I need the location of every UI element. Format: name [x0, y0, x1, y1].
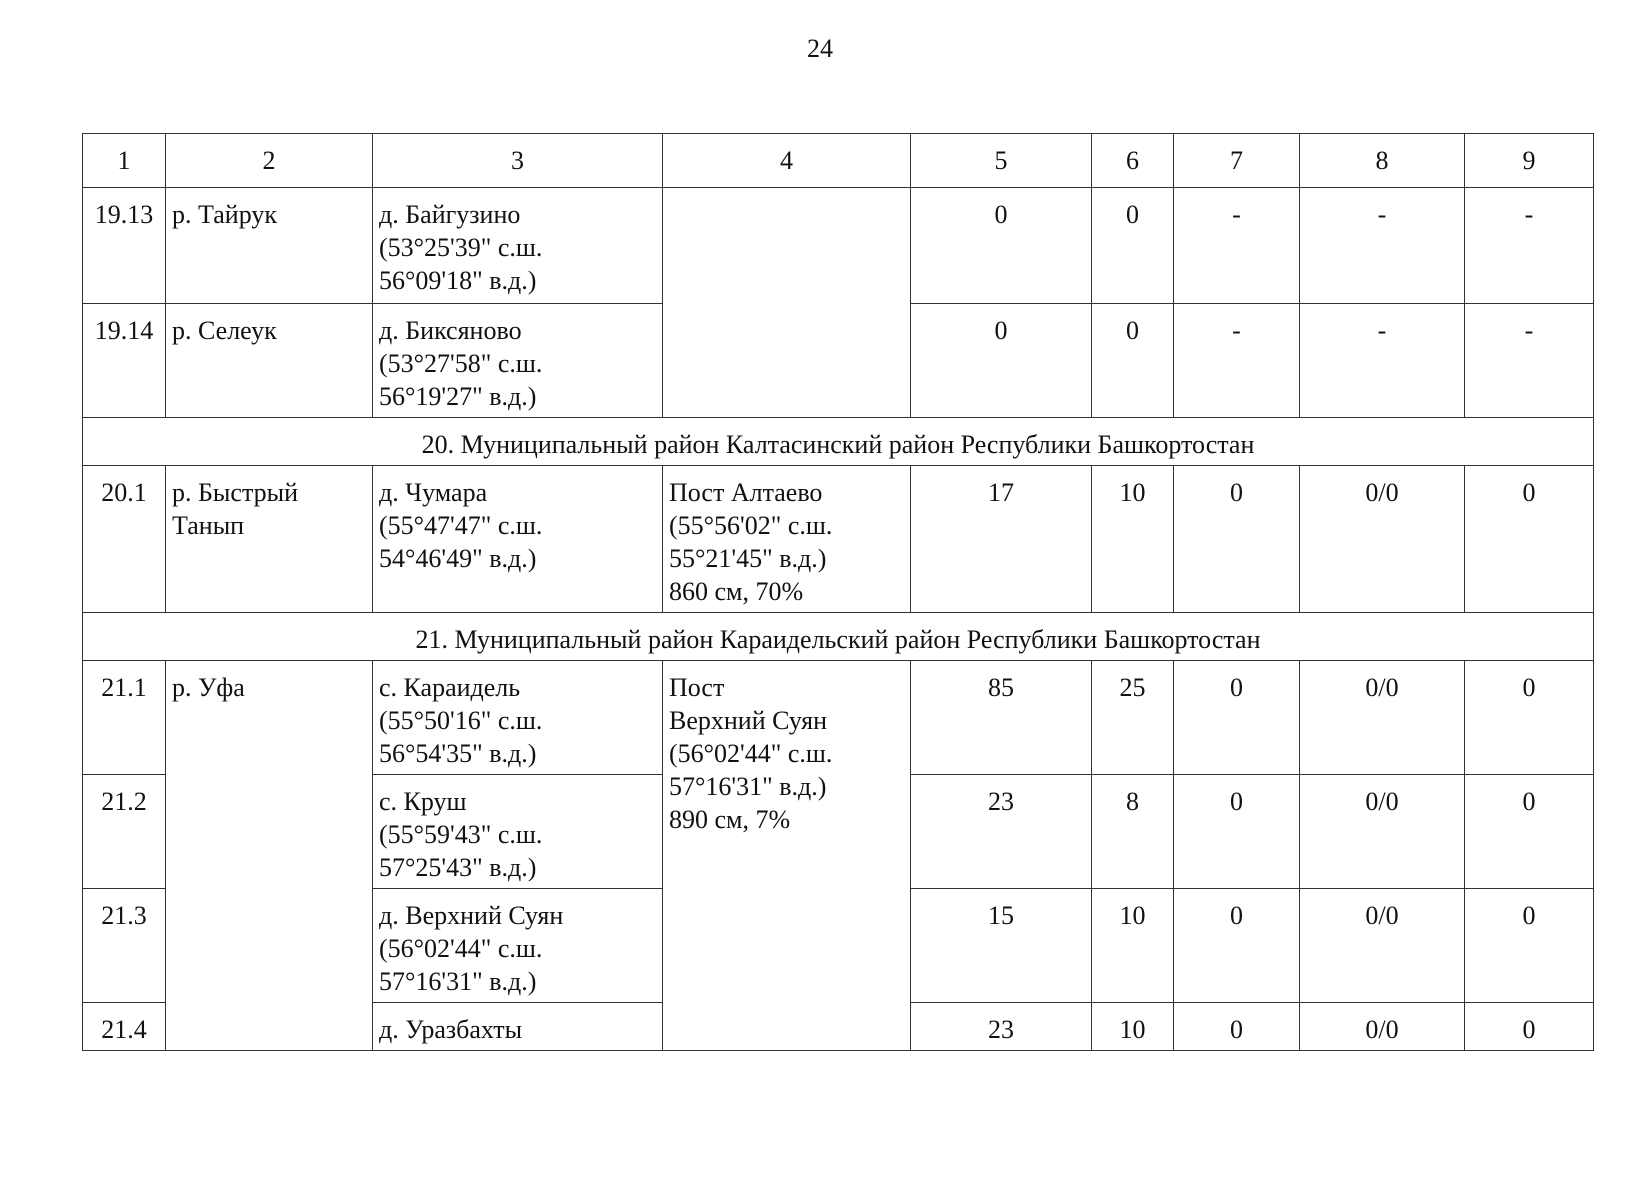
column-header: 2	[166, 134, 373, 188]
value-col-6: 10	[1092, 1003, 1174, 1051]
value-col-6: 0	[1092, 188, 1174, 304]
value-col-9: 0	[1465, 1003, 1594, 1051]
value-col-7: -	[1174, 188, 1300, 304]
value-col-8: -	[1300, 188, 1465, 304]
value-col-8: 0/0	[1300, 775, 1465, 889]
value-col-8: -	[1300, 304, 1465, 418]
column-header: 9	[1465, 134, 1594, 188]
settlement-cell: с. Караидель (55°50'16" с.ш. 56°54'35" в.д.)	[373, 661, 663, 775]
value-col-5: 15	[911, 889, 1092, 1003]
value-col-8: 0/0	[1300, 889, 1465, 1003]
settlement-cell: д. Биксяново (53°27'58" с.ш. 56°19'27" в.д.)	[373, 304, 663, 418]
column-header: 1	[83, 134, 166, 188]
river-name: р. Быстрый Танып	[166, 466, 373, 613]
value-col-7: 0	[1174, 661, 1300, 775]
value-col-7: 0	[1174, 466, 1300, 613]
settlement-cell: д. Байгузино (53°25'39" с.ш. 56°09'18" в.д.)	[373, 188, 663, 304]
value-col-6: 10	[1092, 466, 1174, 613]
column-header: 4	[663, 134, 911, 188]
value-col-8: 0/0	[1300, 661, 1465, 775]
row-number: 21.3	[83, 889, 166, 1003]
page-number: 24	[807, 34, 833, 63]
settlement-cell: д. Верхний Суян (56°02'44" с.ш. 57°16'31" в.д.)	[373, 889, 663, 1003]
value-col-6: 0	[1092, 304, 1174, 418]
data-table	[82, 133, 1594, 1051]
section-title: 21. Муниципальный район Караидельский район Республики Башкортостан	[83, 613, 1594, 661]
value-col-9: 0	[1465, 775, 1594, 889]
value-col-8: 0/0	[1300, 466, 1465, 613]
post-cell: Пост Верхний Суян (56°02'44" с.ш. 57°16'31" в.д.) 890 см, 7%	[663, 661, 911, 1051]
table-row	[83, 188, 1594, 304]
post-cell: Пост Алтаево (55°56'02" с.ш. 55°21'45" в.д.) 860 см, 70%	[663, 466, 911, 613]
value-col-6: 10	[1092, 889, 1174, 1003]
settlement-cell: с. Круш (55°59'43" с.ш. 57°25'43" в.д.)	[373, 775, 663, 889]
column-header: 3	[373, 134, 663, 188]
value-col-9: 0	[1465, 466, 1594, 613]
row-number: 19.13	[83, 188, 166, 304]
section-row	[83, 418, 1594, 466]
table-row	[83, 466, 1594, 613]
section-title: 20. Муниципальный район Калтасинский район Республики Башкортостан	[83, 418, 1594, 466]
value-col-5: 23	[911, 775, 1092, 889]
river-name: р. Уфа	[166, 661, 373, 1051]
value-col-6: 8	[1092, 775, 1174, 889]
column-header: 7	[1174, 134, 1300, 188]
value-col-8: 0/0	[1300, 1003, 1465, 1051]
value-col-7: 0	[1174, 1003, 1300, 1051]
row-number: 20.1	[83, 466, 166, 613]
row-number: 21.4	[83, 1003, 166, 1051]
section-row	[83, 613, 1594, 661]
row-number: 19.14	[83, 304, 166, 418]
value-col-9: -	[1465, 188, 1594, 304]
value-col-5: 0	[911, 188, 1092, 304]
settlement-cell: д. Чумара (55°47'47" с.ш. 54°46'49" в.д.)	[373, 466, 663, 613]
value-col-6: 25	[1092, 661, 1174, 775]
value-col-7: -	[1174, 304, 1300, 418]
value-col-7: 0	[1174, 889, 1300, 1003]
value-col-5: 0	[911, 304, 1092, 418]
value-col-5: 85	[911, 661, 1092, 775]
river-name: р. Тайрук	[166, 188, 373, 304]
value-col-5: 23	[911, 1003, 1092, 1051]
column-header: 8	[1300, 134, 1465, 188]
value-col-9: 0	[1465, 661, 1594, 775]
value-col-9: -	[1465, 304, 1594, 418]
river-name: р. Селеук	[166, 304, 373, 418]
table-row	[83, 661, 1594, 775]
table-header-row	[83, 134, 1594, 188]
value-col-7: 0	[1174, 775, 1300, 889]
settlement-cell: д. Уразбахты	[373, 1003, 663, 1051]
column-header: 6	[1092, 134, 1174, 188]
value-col-9: 0	[1465, 889, 1594, 1003]
row-number: 21.1	[83, 661, 166, 775]
value-col-5: 17	[911, 466, 1092, 613]
post-cell-empty	[663, 188, 911, 418]
column-header: 5	[911, 134, 1092, 188]
row-number: 21.2	[83, 775, 166, 889]
